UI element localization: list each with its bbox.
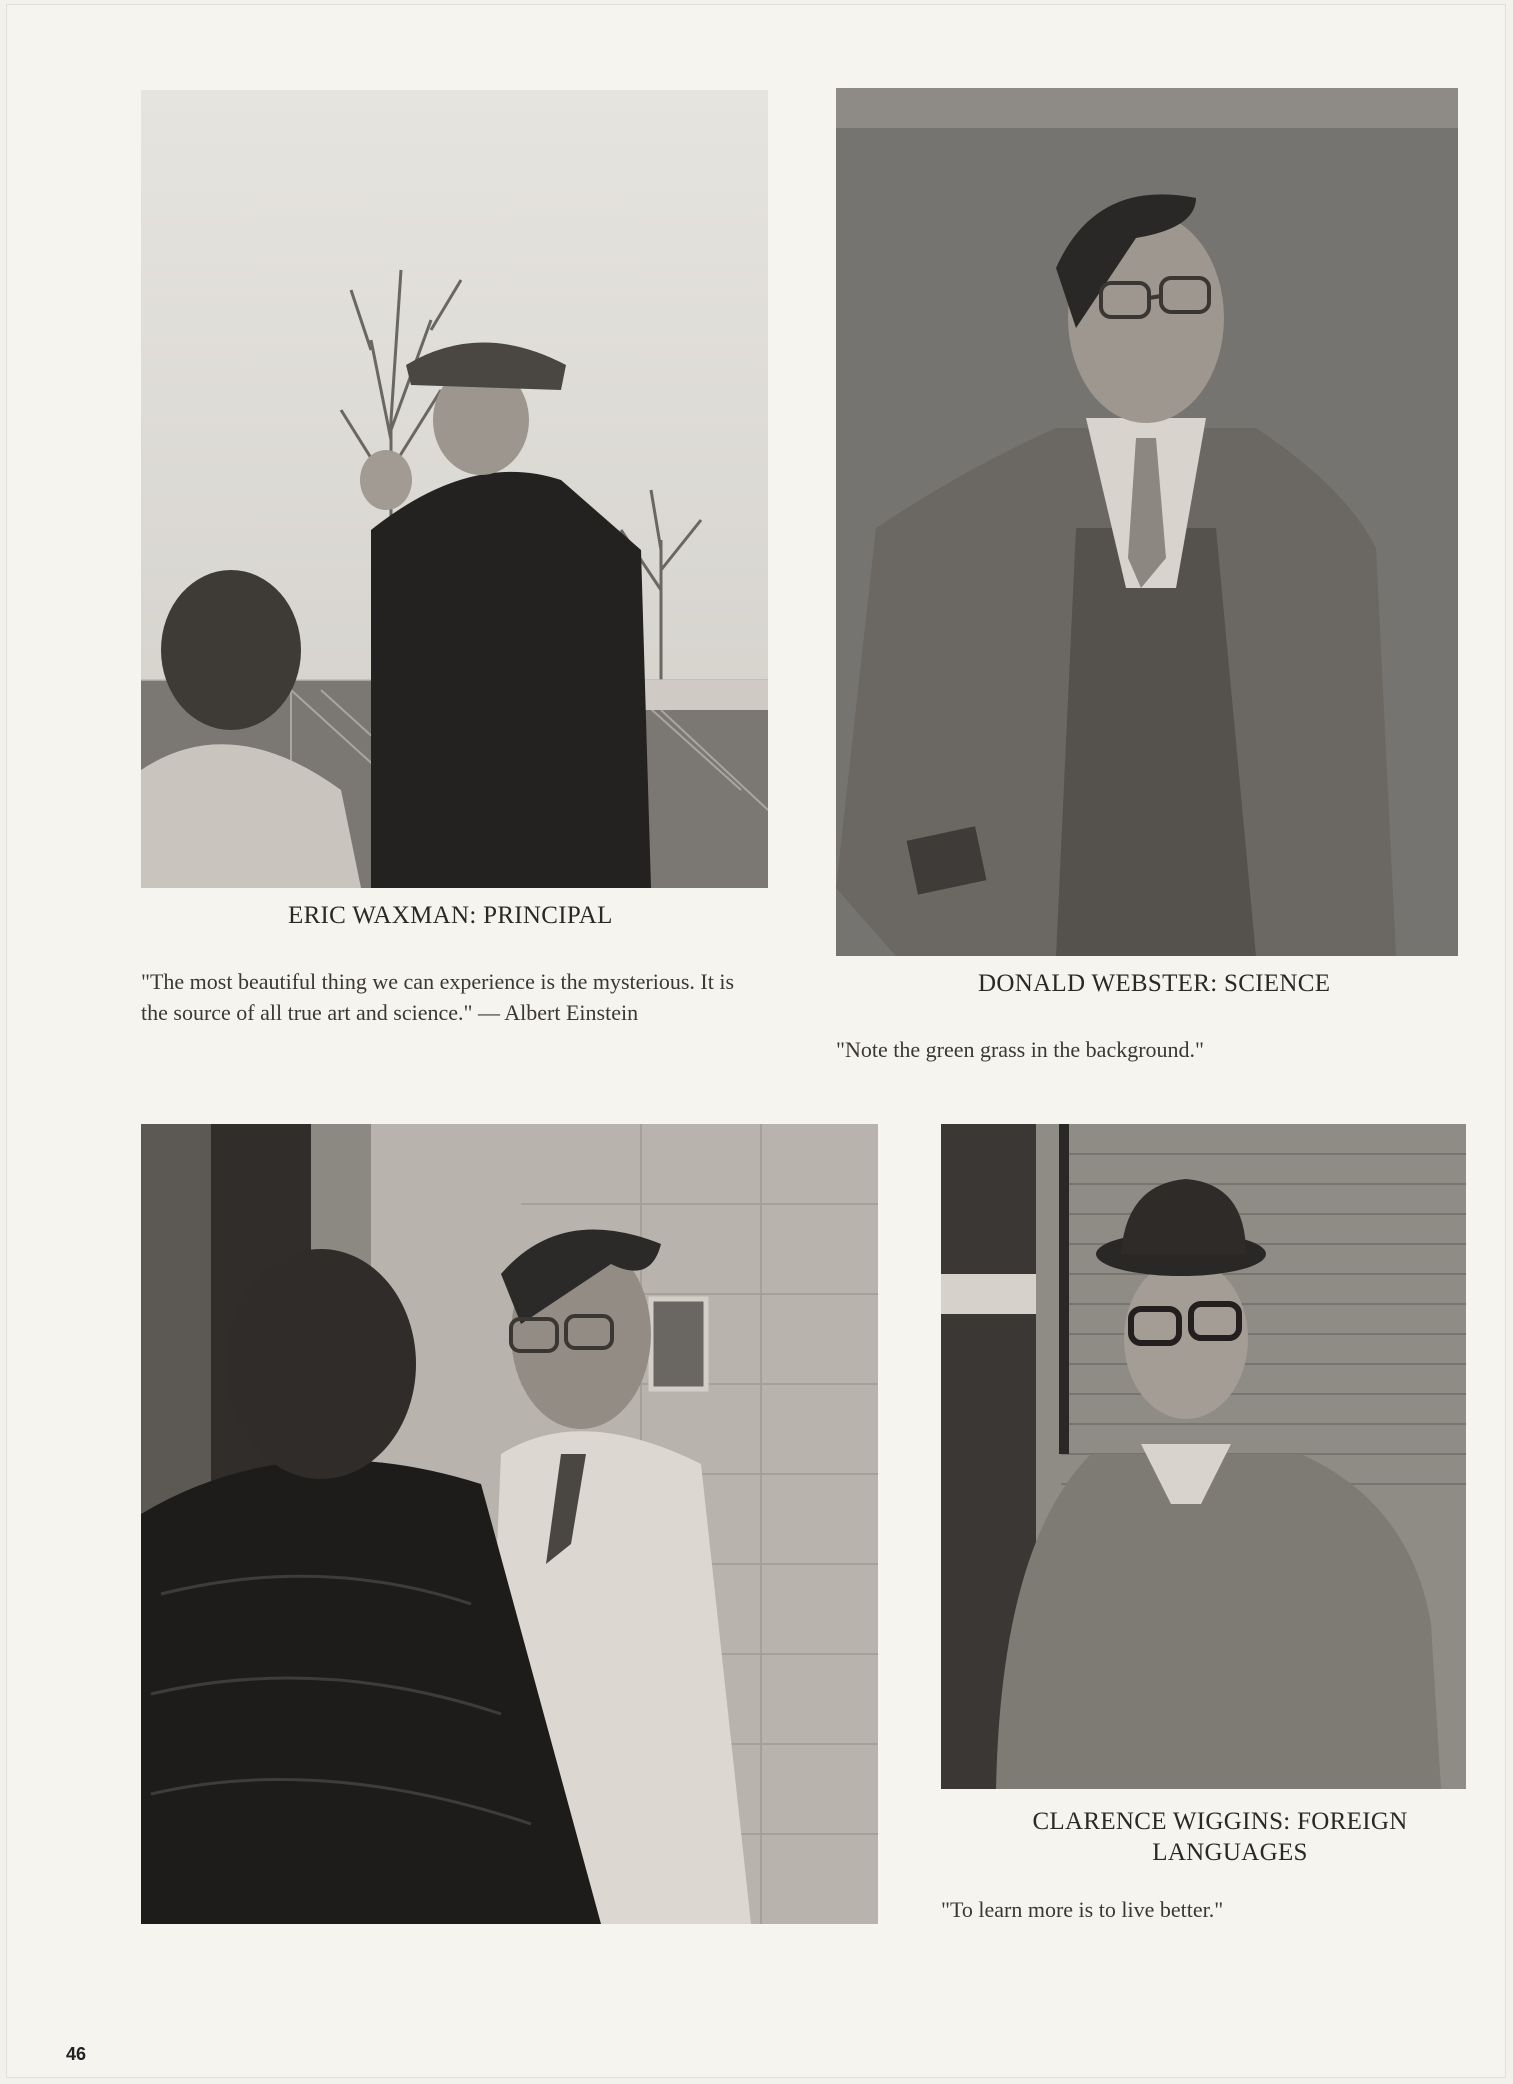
photo-hallway-teacher [141,1124,878,1924]
caption-clarence-wiggins-line1: CLARENCE WIGGINS: FOREIGN [1032,1808,1408,1835]
photo-hallway-teacher-image [141,1124,878,1924]
quote-eric-waxman: "The most beautiful thing we can experience is the mysterious. It is the source of all true art and science." — Albert Einstein [141,969,735,1025]
quote-donald-webster: "Note the green grass in the background." [836,1037,1205,1062]
page-number: 46 [66,2044,87,2064]
caption-clarence-wiggins [1020,1806,1420,1868]
photo-clarence-wiggins [941,1124,1466,1789]
photo-donald-webster [836,88,1458,956]
photo-donald-webster-image [836,88,1458,956]
photo-eric-waxman-image [141,90,768,888]
caption-clarence-wiggins-line2: LANGUAGES [1152,1839,1308,1866]
quote-clarence-wiggins: "To learn more is to live better." [941,1897,1224,1922]
photo-eric-waxman [141,90,768,888]
yearbook-page [6,4,1506,2078]
photo-clarence-wiggins-image [941,1124,1466,1789]
caption-eric-waxman: ERIC WAXMAN: PRINCIPAL [288,902,613,929]
caption-donald-webster: DONALD WEBSTER: SCIENCE [978,970,1331,997]
